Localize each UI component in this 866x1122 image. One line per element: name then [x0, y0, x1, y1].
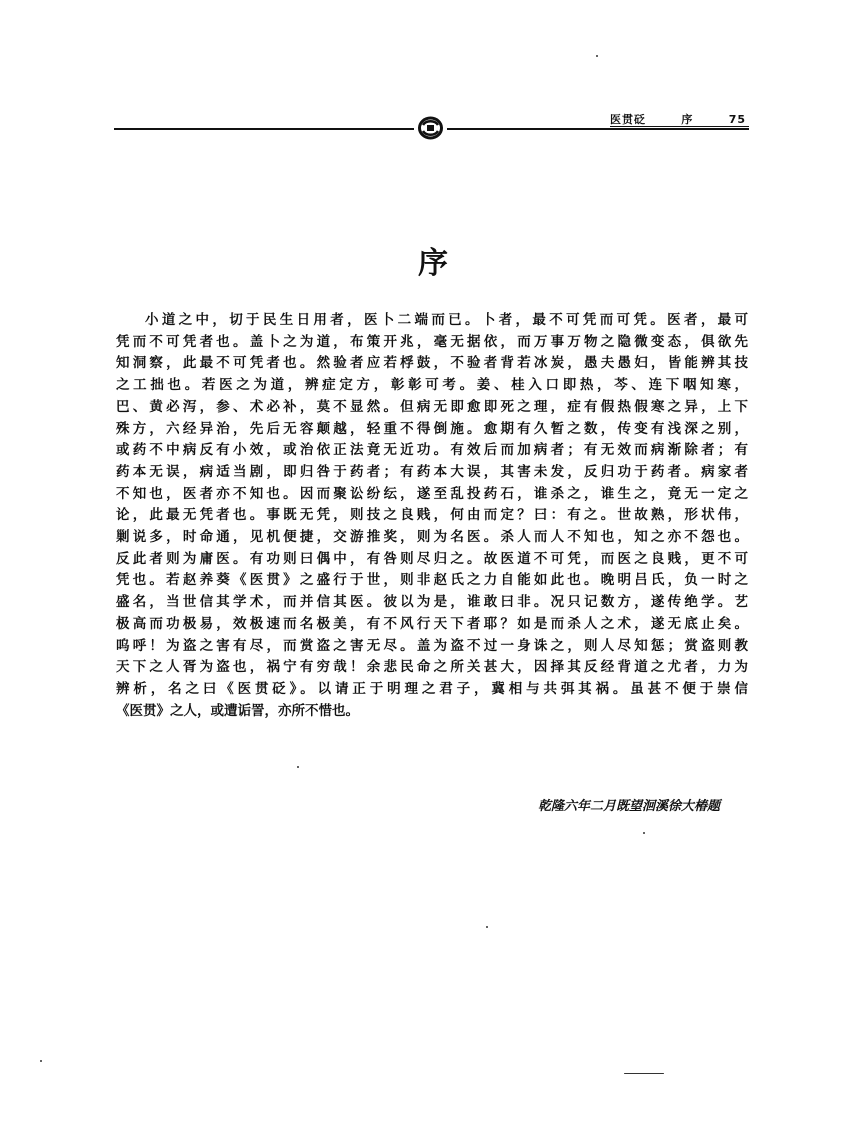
- scan-speck: [643, 832, 645, 834]
- scan-speck: [596, 55, 598, 57]
- paragraph-line: 剿说多，时命通，见机便捷，交游推奖，则为名医。杀人而人不知也，知之亦不怨也。: [116, 529, 748, 546]
- paragraph-line: 知洞察，此最不可凭者也。然验者应若桴鼓，不验者背若冰炭，愚夫愚妇，皆能辨其技: [116, 355, 748, 372]
- paragraph-line: 小道之中，切于民生日用者，医卜二端而已。卜者，最不可凭而可凭。医者，最可: [145, 312, 748, 328]
- paragraph-line: 之工拙也。若医之为道，辨症定方，彰彰可考。姜、桂入口即热，芩、连下咽知寒，: [116, 377, 748, 394]
- running-header: [610, 111, 746, 127]
- scan-speck: [297, 766, 299, 768]
- header-rule-left: [114, 128, 414, 130]
- header-rule-thin: [610, 126, 749, 127]
- paragraph-line: 反此者则为庸医。有功则曰偶中，有咎则尽归之。故医道不可凭，而医之良贱，更不可: [116, 550, 748, 567]
- scan-speck: [624, 1073, 664, 1074]
- paragraph-line: 巴、黄必泻，参、术必补，莫不显然。但病无即愈即死之理，症有假热假寒之异，上下: [116, 398, 748, 415]
- scan-speck: [486, 926, 488, 928]
- signature: 乾隆六年二月既望洄溪徐大椿题: [537, 799, 720, 814]
- paragraph-line: 论，此最无凭者也。事既无凭，则技之良贱，何由而定？曰：有之。世故熟，形状伟，: [116, 507, 748, 524]
- scan-speck: [40, 1060, 42, 1062]
- paragraph-line: 辨析，名之曰《医贯砭》。以请正于明理之君子，冀相与共弭其祸。虽甚不便于崇信: [116, 680, 748, 697]
- paragraph-line: 凭也。若赵养葵《医贯》之盛行于世，则非赵氏之力自能如此也。晚明吕氏，负一时之: [116, 572, 748, 589]
- paragraph-line: 不知也，医者亦不知也。因而聚讼纷纭，遂至乱投药石，谁杀之，谁生之，竟无一定之: [116, 485, 748, 502]
- header-section: 序: [681, 113, 694, 126]
- running-title: 医贯砭: [610, 113, 646, 126]
- paragraph-line: 凭而不可凭者也。盖卜之为道，布策开兆，毫无据依，而万事万物之隐微变态，俱欲先: [116, 333, 748, 350]
- paragraph-line: 盛名，当世信其学术，而并信其医。彼以为是，谁敢曰非。况只记数方，遂传绝学。艺: [116, 594, 748, 611]
- header-rule-right: [447, 128, 749, 130]
- page-number: 75: [728, 112, 746, 126]
- paragraph-line: 天下之人胥为盗也，祸宁有穷哉！余悲民命之所关甚大，因择其反经背道之尤者，力为: [116, 659, 748, 676]
- preface-body: [116, 310, 748, 722]
- paragraph-line: 极高而功极易，效极速而名极美，有不风行天下者耶？如是而杀人之术，遂无底止矣。: [116, 615, 748, 632]
- paragraph-line: 药本无误，病适当剧，即归咎于药者；有药本大误，其害未发，反归功于药者。病家者: [116, 463, 748, 480]
- page-title: 序: [418, 246, 448, 281]
- paragraph-line: 或药不中病反有小效，或治依正法竟无近功。有效后而加病者；有无效而病渐除者；有: [116, 442, 748, 459]
- paragraph-line: 呜呼！为盗之害有尽，而赏盗之害无尽。盖为盗不过一身诛之，则人尽知惩；赏盗则教: [116, 637, 748, 654]
- ornament-icon: [414, 114, 447, 142]
- paragraph-line: 殊方，六经异治，先后无容颠越，轻重不得倒施。愈期有久暂之数，传变有浅深之别，: [116, 420, 748, 437]
- paragraph-line: 《医贯》之人，或遭诟詈，亦所不惜也。: [116, 702, 359, 719]
